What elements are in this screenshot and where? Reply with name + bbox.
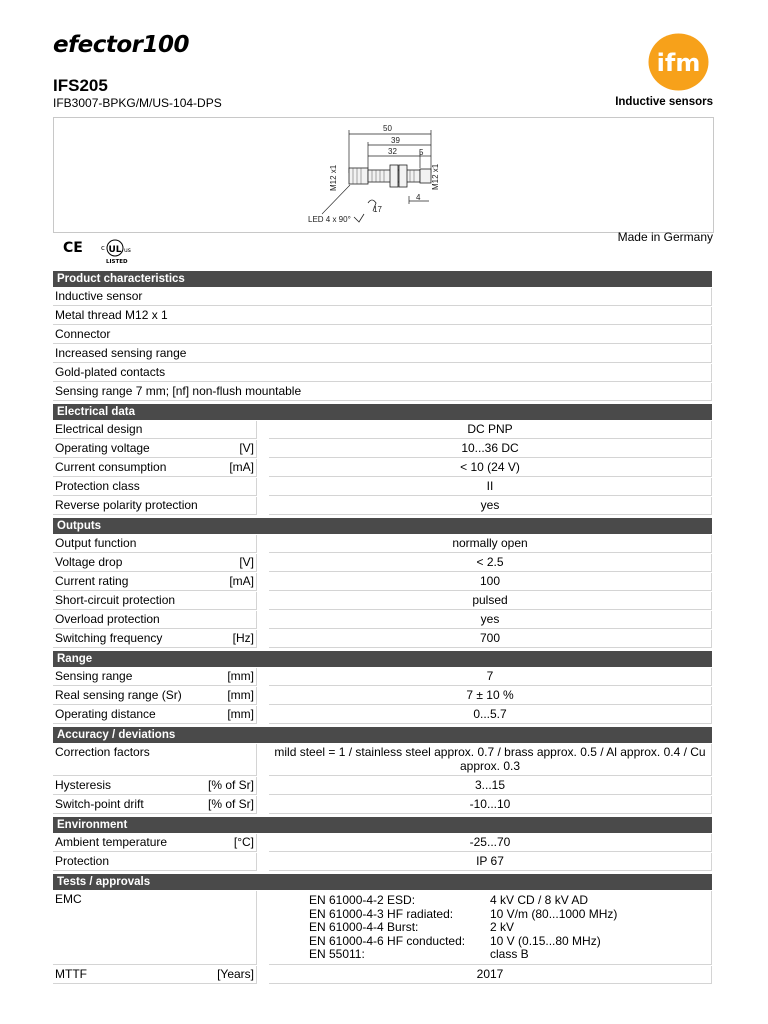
spec-label-cell [53, 592, 257, 610]
spec-value: DC PNP [269, 421, 712, 439]
spec-gap [257, 440, 269, 458]
spec-row [53, 630, 712, 648]
section-header: Outputs [53, 518, 712, 534]
spec-label-cell [53, 891, 257, 965]
spec-row [53, 440, 712, 458]
spec-label: Output function [55, 536, 137, 550]
emc-value: 2 kV [490, 920, 515, 934]
spec-label-cell [53, 796, 257, 814]
spec-value: 3...15 [269, 777, 712, 795]
dim-50: 50 [383, 124, 392, 133]
spec-row [53, 796, 712, 814]
spec-label-cell [53, 834, 257, 852]
spec-value: 100 [269, 573, 712, 591]
spec-value: 2017 [269, 966, 712, 984]
spec-unit: [mm] [227, 669, 254, 683]
characteristic-text: Inductive sensor [53, 288, 712, 306]
ul-mark: UL [108, 245, 122, 255]
spec-unit: [mm] [227, 688, 254, 702]
spec-gap [257, 966, 269, 984]
spec-unit: [mA] [229, 460, 254, 474]
spec-label: Switching frequency [55, 631, 163, 645]
spec-gap [257, 592, 269, 610]
spec-value: II [269, 478, 712, 496]
product-category: Inductive sensors [615, 96, 713, 108]
spec-label-cell [53, 573, 257, 591]
spec-gap [257, 497, 269, 515]
emc-value: 4 kV CD / 8 kV AD [490, 893, 589, 907]
spec-row [53, 345, 712, 363]
spec-label: Ambient temperature [55, 835, 168, 849]
spec-row [53, 421, 712, 439]
spec-row [53, 364, 712, 382]
spec-value: 7 [269, 668, 712, 686]
spec-label: Short-circuit protection [55, 593, 176, 607]
ce-mark: CE [63, 240, 83, 256]
spec-label: Correction factors [55, 745, 150, 759]
spec-value: -25...70 [269, 834, 712, 852]
characteristic-text: Increased sensing range [53, 345, 712, 363]
spec-value: 700 [269, 630, 712, 648]
section-header: Accuracy / deviations [53, 727, 712, 743]
spec-gap [257, 611, 269, 629]
spec-gap [257, 668, 269, 686]
section-header: Product characteristics [53, 271, 712, 287]
spec-label-cell [53, 478, 257, 496]
spec-row [53, 554, 712, 572]
spec-row [53, 668, 712, 686]
emc-value: 10 V/m (80...1000 MHz) [490, 906, 618, 921]
spec-label: Electrical design [55, 422, 143, 436]
spec-label-cell [53, 744, 257, 776]
spec-gap [257, 891, 269, 965]
thread-label-left: M12 x1 [329, 164, 338, 191]
spec-gap [257, 744, 269, 776]
spec-value: < 10 (24 V) [269, 459, 712, 477]
spec-gap [257, 687, 269, 705]
spec-label: EMC [55, 892, 82, 906]
spec-unit: [Hz] [232, 631, 254, 645]
spec-label: Overload protection [55, 612, 160, 626]
datasheet-table [53, 268, 712, 984]
spec-label-cell [53, 459, 257, 477]
spec-row [53, 535, 712, 553]
spec-label: Voltage drop [55, 555, 123, 569]
spec-label-cell [53, 535, 257, 553]
emc-value: 10 V (0.15...80 MHz) [490, 933, 601, 948]
thread-label-right: M12 x1 [431, 163, 440, 190]
section-header: Environment [53, 817, 712, 833]
characteristic-text: Gold-plated contacts [53, 364, 712, 382]
emc-value: class B [490, 947, 529, 961]
spec-row [53, 383, 712, 401]
spec-gap [257, 573, 269, 591]
spec-label: MTTF [55, 966, 87, 981]
led-label: LED 4 x 90° [308, 215, 351, 224]
dim-17: 17 [373, 205, 382, 214]
emc-table [309, 894, 709, 962]
spec-value: 7 ± 10 % [269, 687, 712, 705]
spec-row [53, 288, 712, 306]
spec-label-cell [53, 668, 257, 686]
brand-text: efector100 [53, 32, 189, 56]
spec-label: Operating voltage [55, 441, 150, 455]
spec-gap [257, 796, 269, 814]
spec-row [53, 706, 712, 724]
spec-value: yes [269, 497, 712, 515]
spec-value: normally open [269, 535, 712, 553]
spec-label-cell [53, 687, 257, 705]
spec-label-cell [53, 966, 257, 984]
characteristic-text: Metal thread M12 x 1 [53, 307, 712, 325]
characteristic-text: Sensing range 7 mm; [nf] non-flush mountable [53, 383, 712, 401]
section-header: Electrical data [53, 404, 712, 420]
spec-unit: [mm] [227, 707, 254, 721]
spec-gap [257, 853, 269, 871]
spec-value: -10...10 [269, 796, 712, 814]
dim-32: 32 [388, 147, 397, 156]
dim-5: 5 [419, 148, 424, 157]
spec-row [53, 478, 712, 496]
ifm-logo [648, 33, 709, 91]
spec-gap [257, 459, 269, 477]
article-code: IFB3007-BPKG/M/US-104-DPS [53, 96, 222, 110]
product-id: IFS205 [53, 76, 108, 95]
ul-listed-text: LISTED [106, 259, 128, 265]
spec-row [53, 687, 712, 705]
ul-us-mark: us [124, 247, 131, 254]
certification-marks [63, 238, 153, 266]
spec-unit: [V] [239, 555, 254, 569]
emc-standard: EN 61000-4-6 HF conducted: [309, 933, 466, 948]
spec-row [53, 592, 712, 610]
spec-label-cell [53, 554, 257, 572]
spec-value: 0...5.7 [269, 706, 712, 724]
emc-standard: EN 61000-4-4 Burst: [309, 920, 419, 934]
made-in-label: Made in Germany [617, 230, 713, 244]
spec-unit: [V] [239, 441, 254, 455]
spec-value: mild steel = 1 / stainless steel approx. 0.7 / brass approx. 0.5 / Al approx. 0.4 / Cu approx. 0.3 [269, 744, 712, 776]
spec-label: Real sensing range (Sr) [55, 688, 182, 702]
ul-c-mark: c [101, 244, 105, 252]
spec-row [53, 966, 712, 984]
spec-label-cell [53, 853, 257, 871]
spec-unit: [Years] [217, 966, 254, 981]
spec-row [53, 497, 712, 515]
ifm-logo-text: ifm [656, 49, 701, 77]
spec-row [53, 307, 712, 325]
spec-gap [257, 777, 269, 795]
spec-row [53, 611, 712, 629]
spec-value: IP 67 [269, 853, 712, 871]
spec-unit: [% of Sr] [207, 778, 254, 792]
spec-label-cell [53, 777, 257, 795]
spec-gap [257, 706, 269, 724]
spec-gap [257, 630, 269, 648]
spec-label-cell [53, 630, 257, 648]
spec-label-cell [53, 440, 257, 458]
spec-gap [257, 834, 269, 852]
spec-label: Protection [55, 854, 110, 868]
spec-row [53, 891, 712, 965]
spec-label: Current rating [55, 574, 129, 588]
section-header: Tests / approvals [53, 874, 712, 890]
dim-39: 39 [391, 136, 400, 145]
spec-row [53, 573, 712, 591]
spec-label: Sensing range [55, 669, 133, 683]
spec-gap [257, 535, 269, 553]
characteristic-text: Connector [53, 326, 712, 344]
emc-standard: EN 55011: [309, 947, 365, 961]
spec-row [53, 777, 712, 795]
spec-label-cell [53, 611, 257, 629]
spec-gap [257, 478, 269, 496]
spec-value: yes [269, 611, 712, 629]
spec-value: < 2.5 [269, 554, 712, 572]
spec-gap [257, 554, 269, 572]
spec-row [53, 853, 712, 871]
spec-label-cell [53, 706, 257, 724]
spec-label: Current consumption [55, 460, 167, 474]
spec-unit: [mA] [229, 574, 254, 588]
spec-label: Protection class [55, 479, 140, 493]
spec-label-cell [53, 497, 257, 515]
spec-label: Switch-point drift [55, 797, 144, 811]
dim-4: 4 [416, 193, 421, 202]
emc-standard: EN 61000-4-3 HF radiated: [309, 906, 454, 921]
spec-unit: [% of Sr] [207, 797, 254, 811]
spec-row [53, 326, 712, 344]
spec-label: Hysteresis [55, 778, 112, 792]
spec-row [53, 459, 712, 477]
spec-row [53, 834, 712, 852]
spec-gap [257, 421, 269, 439]
spec-value [269, 891, 712, 965]
spec-row [53, 744, 712, 776]
efector100-logo [53, 32, 238, 56]
spec-value: pulsed [269, 592, 712, 610]
spec-label-cell [53, 421, 257, 439]
spec-label: Reverse polarity protection [55, 498, 198, 512]
emc-standard: EN 61000-4-2 ESD: [309, 893, 416, 907]
section-header: Range [53, 651, 712, 667]
spec-unit: [°C] [233, 835, 254, 849]
spec-label: Operating distance [55, 707, 156, 721]
spec-value: 10...36 DC [269, 440, 712, 458]
dimension-drawing [53, 117, 714, 233]
